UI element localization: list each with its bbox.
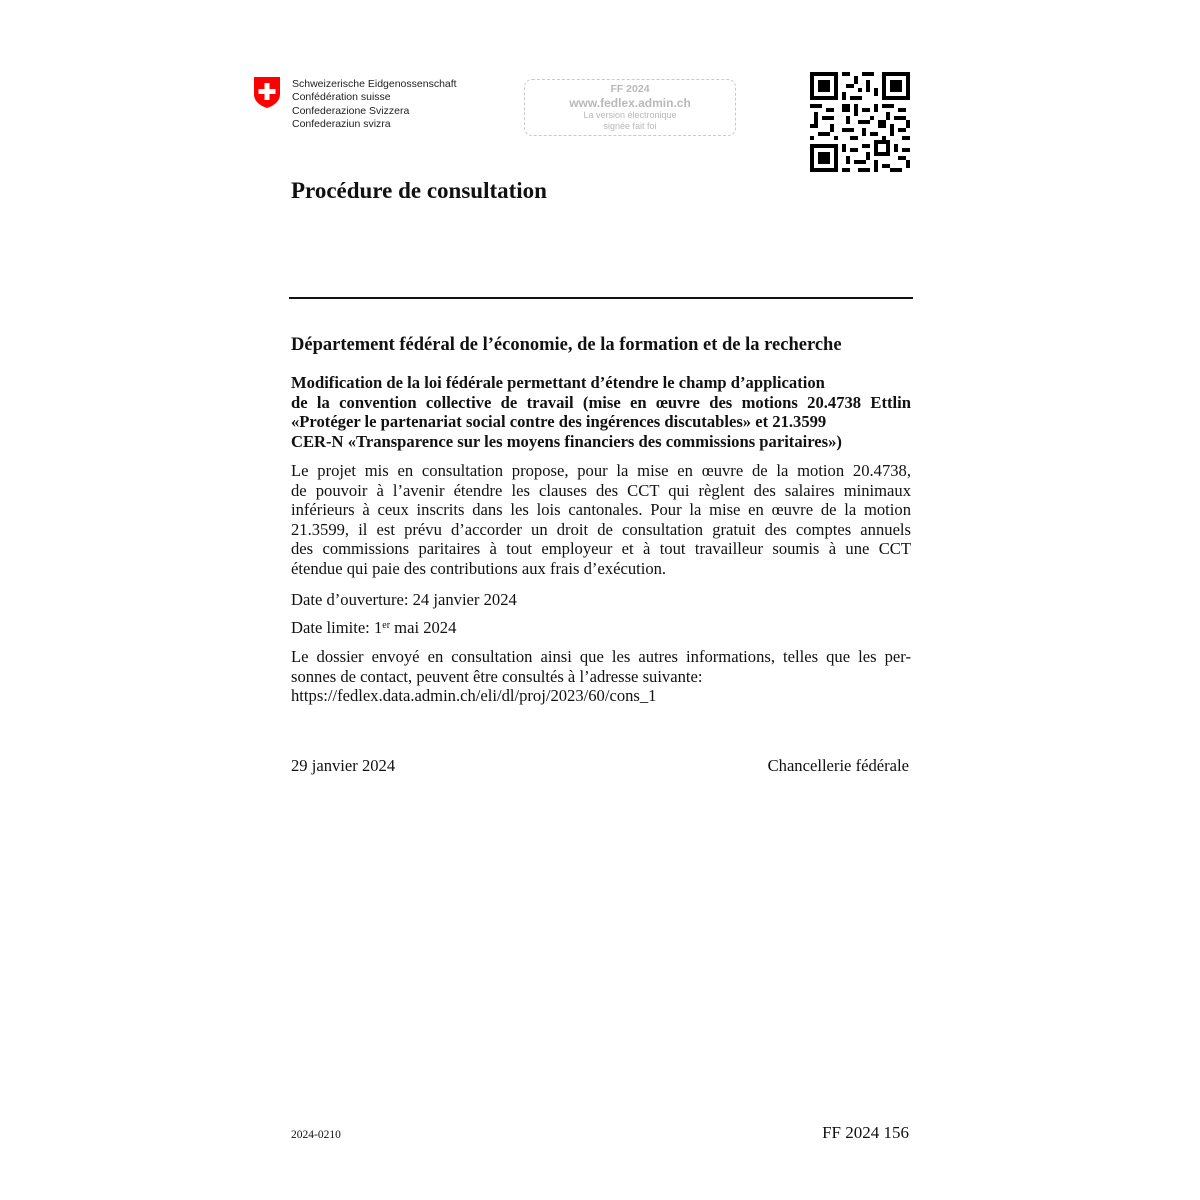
subject-line: de la convention collective de travail (mise en œuvre des motions 20.4738 Ettlin	[291, 392, 911, 412]
confederation-line-it: Confederazione Svizzera	[292, 104, 410, 117]
paragraph-line: étendue qui paie des contributions aux frais d’exécution.	[291, 558, 667, 578]
subject-heading	[291, 373, 911, 451]
deadline-superscript: er	[382, 620, 391, 631]
paragraph-line: de pouvoir à l’avenir étendre les clauses des CCT qui règlent des salaires minimaux	[291, 480, 911, 500]
paragraph-line: des commissions paritaires à tout employeur et à tout travailleur soumis à une CCT	[291, 539, 911, 559]
deadline-prefix: Date limite: 1	[291, 618, 383, 637]
deadline-suffix: mai 2024	[390, 618, 457, 637]
subject-line: «Protéger le partenariat social contre des ingérences discutables» et 21.3599	[291, 412, 827, 432]
department-heading: Département fédéral de l’économie, de la formation et de la recherche	[291, 335, 842, 355]
paragraph-line: inférieurs à ceux inscrits dans les lois cantonales. Pour la mise en œuvre de la motion	[291, 500, 911, 520]
summary-paragraph	[291, 461, 911, 579]
signatory: Chancellerie fédérale	[767, 756, 909, 775]
reference-number: 2024-0210	[291, 1129, 341, 1141]
electronic-version-stamp	[524, 79, 736, 136]
confederation-names	[292, 78, 457, 132]
paragraph-line: Le projet mis en consultation propose, pour la mise en œuvre de la motion 20.4738,	[291, 461, 911, 480]
swiss-flag-icon	[253, 76, 281, 109]
page-reference: FF 2024 156	[822, 1123, 909, 1142]
dossier-paragraph	[291, 647, 911, 706]
qr-code-icon	[810, 72, 910, 172]
stamp-url: www.fedlex.admin.ch	[569, 96, 691, 110]
page-title: Procédure de consultation	[291, 178, 547, 203]
subject-line: CER-N «Transparence sur les moyens financiers des commissions paritaires»)	[291, 431, 842, 451]
confederation-line-de: Schweizerische Eidgenossenschaft	[292, 78, 457, 90]
paragraph-line: Le dossier envoyé en consultation ainsi que les autres informations, telles que les per-	[291, 647, 911, 666]
paragraph-line: 21.3599, il est prévu d’accorder un droit de consultation gratuit des comptes annuels	[291, 519, 911, 539]
deadline	[291, 618, 911, 638]
divider	[289, 297, 913, 299]
opening-date: Date d’ouverture: 24 janvier 2024	[291, 590, 517, 609]
stamp-note-1: La version électronique	[583, 110, 677, 120]
dossier-link[interactable]: https://fedlex.data.admin.ch/eli/dl/proj/2023/60/cons_1	[291, 686, 657, 706]
stamp-edition: FF 2024	[610, 83, 650, 95]
confederation-line-fr: Confédération suisse	[292, 91, 391, 104]
subject-line: Modification de la loi fédérale permettant d’étendre le champ d’application	[291, 373, 825, 392]
stamp-note-2: signée fait foi	[603, 121, 657, 131]
document-date: 29 janvier 2024	[291, 756, 396, 775]
confederation-line-rm: Confederaziun svizra	[292, 118, 391, 131]
paragraph-line: sonnes de contact, peuvent être consultés à l’adresse suivante:	[291, 666, 703, 686]
